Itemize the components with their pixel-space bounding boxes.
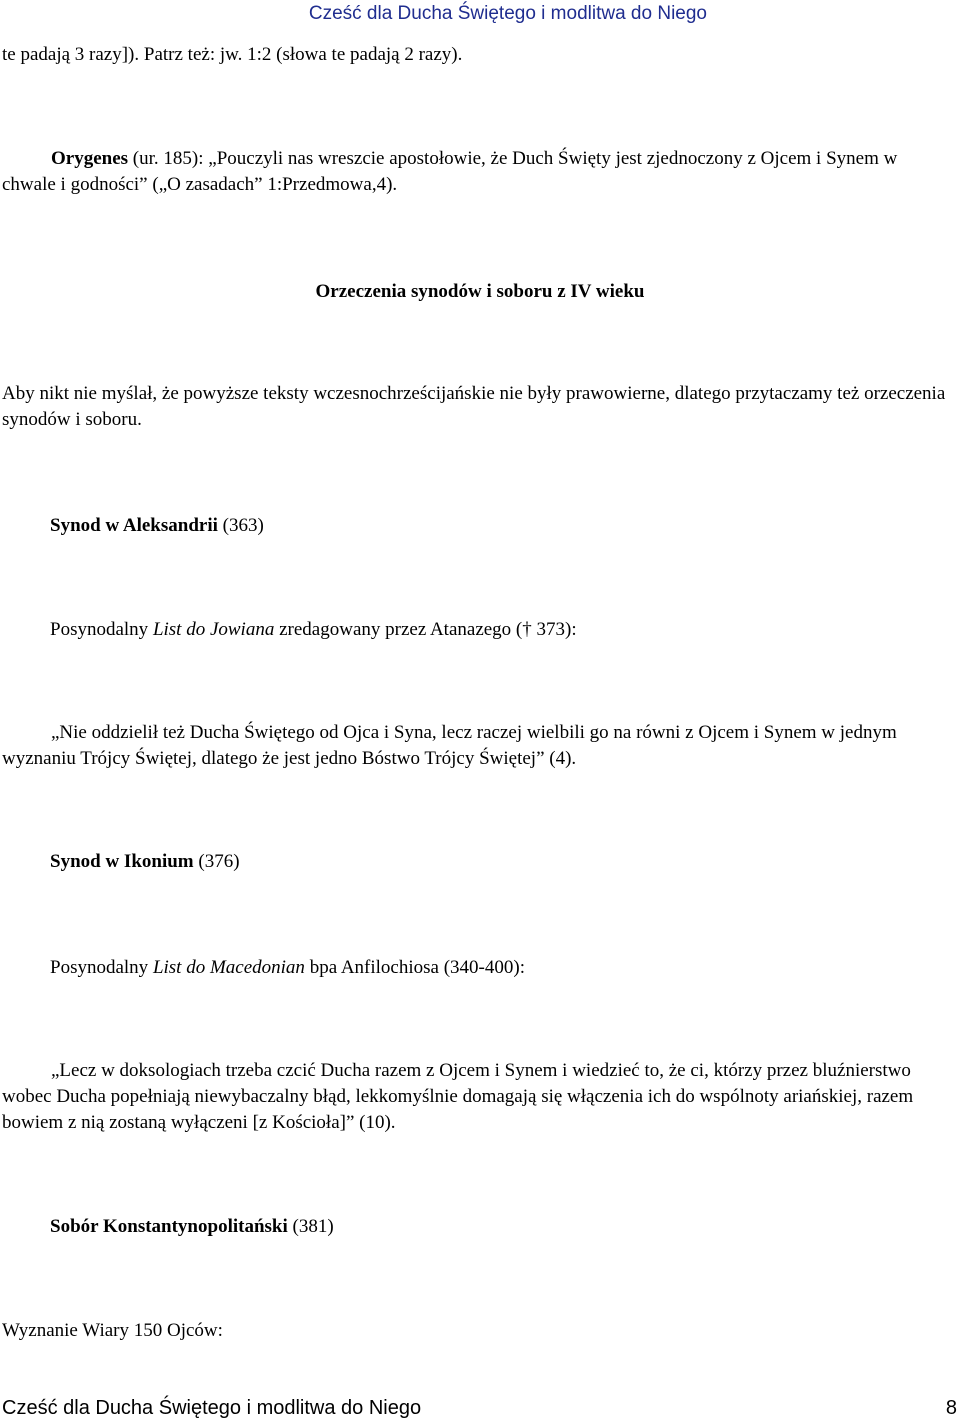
- intro-paragraph: Aby nikt nie myślał, że powyższe teksty wczesnochrześcijańskie nie były prawowierne, dlatego przytaczamy też orzeczenia synodów i soboru.: [2, 383, 946, 430]
- page-number: 8: [945, 1397, 957, 1419]
- constantinople-heading: [50, 1214, 334, 1240]
- section-title: [0, 279, 960, 305]
- iconium-name: Synod w Ikonium: [50, 851, 194, 872]
- alexandria-letter-pre: Posynodalny: [50, 619, 153, 640]
- iconium-quote: „Lecz w doksologiach trzeba czcić Ducha razem z Ojcem i Synem i wiedzieć to, że ci, którzy przez bluźnierstwo wobec Ducha popełniają niewybaczalny błąd, lekkomyślnie domagają się włączenia ich do wspólnoty ariańskiej, razem bowiem z nią zostaną wyłączeni [z Kościoła]” (10).: [2, 1060, 914, 1133]
- alexandria-letter-post: zredagowany przez Atanazego († 373):: [274, 619, 577, 640]
- section-title-text: Orzeczenia synodów i soboru z IV wieku: [315, 281, 645, 302]
- iconium-letter-line: [50, 955, 525, 981]
- creed-line: Wyznanie Wiary 150 Ojców:: [2, 1320, 223, 1341]
- page-footer: [2, 1395, 957, 1421]
- alexandria-letter-line: [50, 617, 577, 643]
- origen-paragraph: [2, 146, 952, 198]
- iconium-letter-title: List do Macedonian: [152, 957, 305, 978]
- alexandria-quote: „Nie oddzielił też Ducha Świętego od Ojca i Syna, lecz raczej wielbili go na równi z Ojcem i Synem w jednym wyznaniu Trójcy Świętej, dlatego że jest jedno Bóstwo Trójcy Świętej” (4).: [2, 722, 897, 769]
- iconium-heading: [50, 849, 240, 875]
- footer-title: Cześć dla Ducha Świętego i modlitwa do Niego: [2, 1397, 422, 1419]
- iconium-letter-pre: Posynodalny: [50, 957, 153, 978]
- alexandria-heading: [50, 513, 264, 539]
- alexandria-year: (363): [217, 515, 264, 536]
- origen-text: (ur. 185): „Pouczyli nas wreszcie apostołowie, że Duch Święty jest zjednoczony z Ojcem i Synem w chwale i godności” („O zasadach” 1:Przedmowa,4).: [2, 148, 898, 195]
- iconium-letter-post: bpa Anfilochiosa (340-400):: [304, 957, 525, 978]
- origen-name: Orygenes: [51, 148, 129, 169]
- alexandria-letter-title: List do Jowiana: [152, 619, 275, 640]
- alexandria-name: Synod w Aleksandrii: [50, 515, 218, 536]
- iconium-year: (376): [193, 851, 240, 872]
- constantinople-year: (381): [287, 1216, 334, 1237]
- running-header: Cześć dla Ducha Świętego i modlitwa do Niego: [308, 3, 707, 24]
- constantinople-name: Sobór Konstantynopolitański: [50, 1216, 288, 1237]
- continuation-paragraph: te padają 3 razy]). Patrz też: jw. 1:2 (słowa te padają 2 razy).: [2, 44, 463, 65]
